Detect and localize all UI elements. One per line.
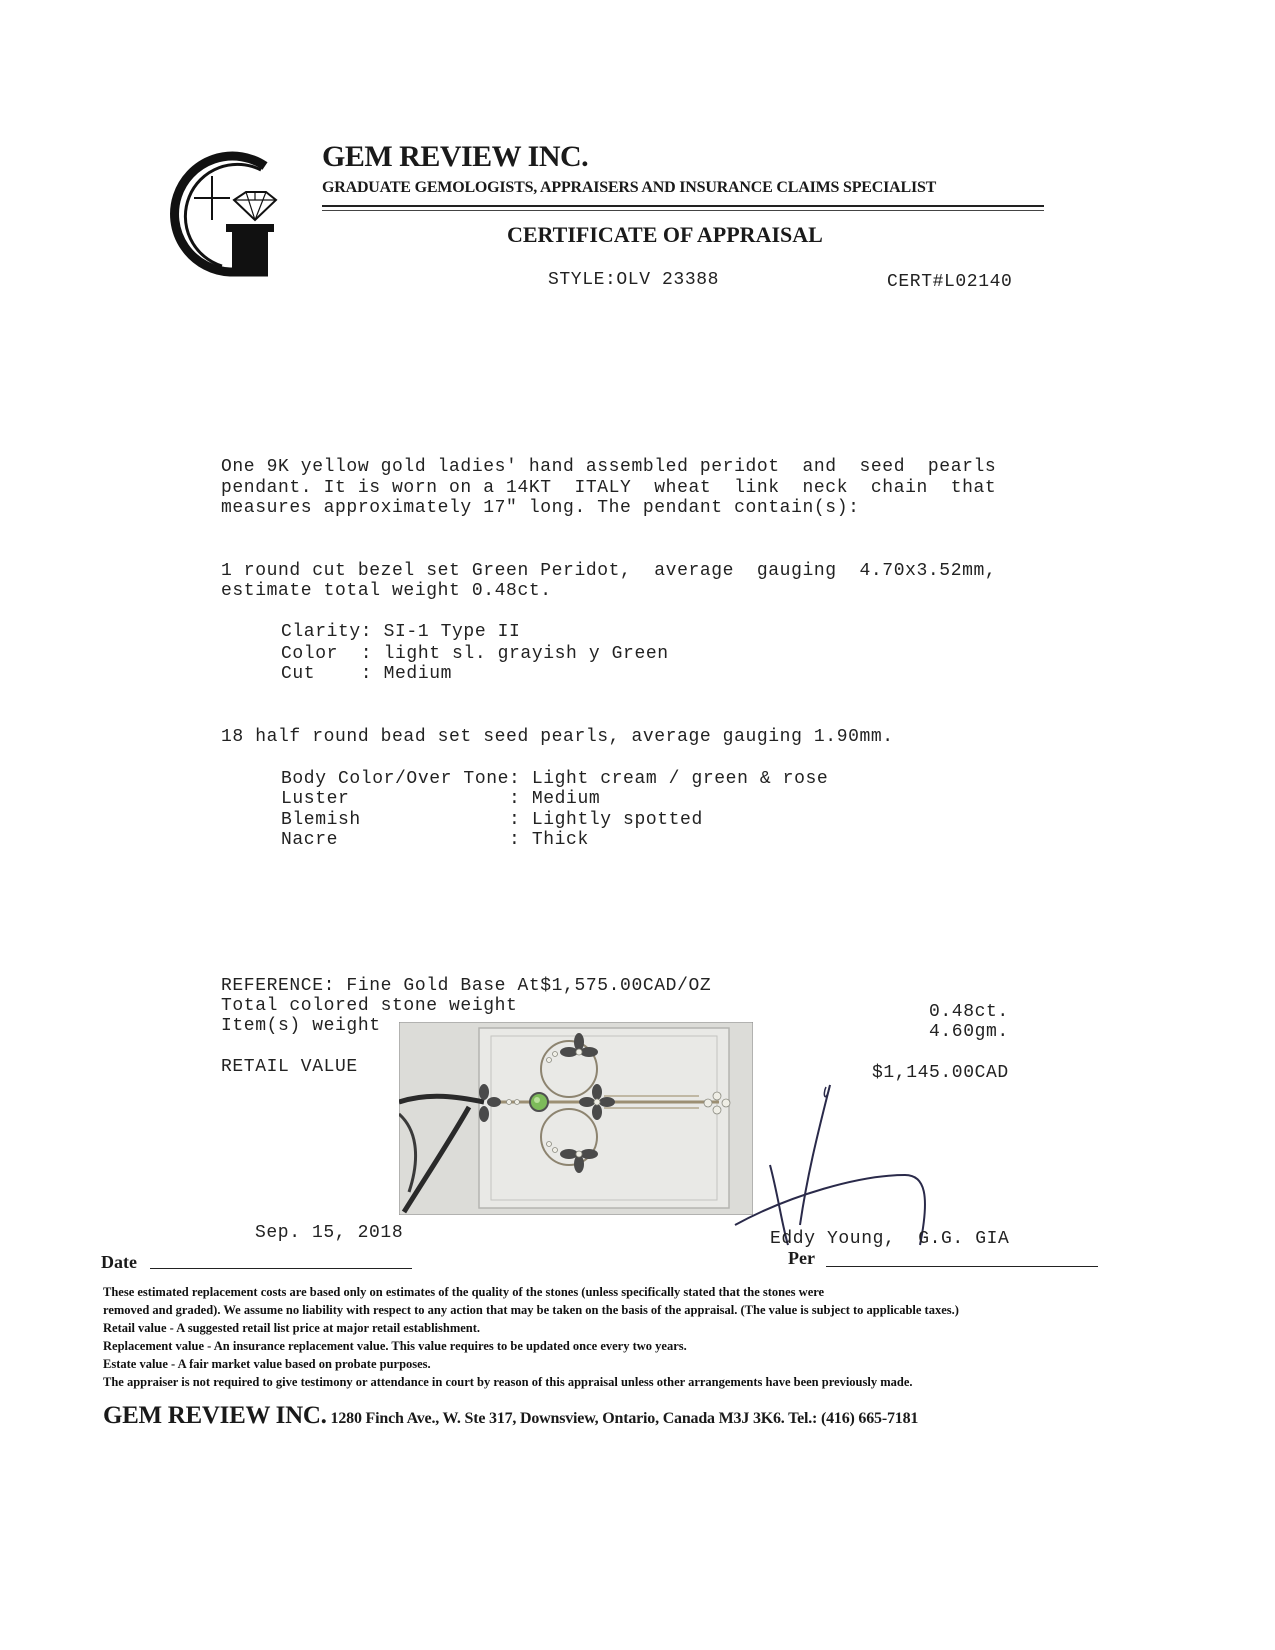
stone-weight-value: 0.48ct. <box>929 1002 1009 1022</box>
item-weight-value: 4.60gm. <box>929 1022 1009 1042</box>
footer-company: GEM REVIEW INC. <box>103 1402 327 1429</box>
header-rule-thin <box>322 210 1044 211</box>
stone-weight-label: Total colored stone weight <box>221 996 518 1016</box>
stone-description: estimate total weight 0.48ct. <box>221 581 552 601</box>
footer <box>103 1402 918 1430</box>
footer-address: 1280 Finch Ave., W. Ste 317, Downsview, Ontario, Canada M3J 3K6. Tel.: (416) 665-7181 <box>330 1410 919 1427</box>
disclaimer-line: These estimated replacement costs are based only on estimates of the quality of the stones (unless specifically stated that the stones were <box>103 1285 825 1299</box>
company-tagline: GRADUATE GEMOLOGISTS, APPRAISERS AND INSURANCE CLAIMS SPECIALIST <box>322 179 937 196</box>
stone-attribute-color: Color : light sl. grayish y Green <box>281 644 669 664</box>
appraisal-date: Sep. 15, 2018 <box>255 1223 404 1243</box>
date-label: Date <box>101 1252 137 1272</box>
pearl-attribute-nacre: Nacre : Thick <box>281 830 589 850</box>
stone-attribute-clarity: Clarity: SI-1 Type II <box>281 622 521 642</box>
disclaimer-line: Estate value - A fair market value based on probate purposes. <box>103 1357 431 1371</box>
appraiser-signature <box>730 1075 990 1250</box>
style-number: STYLE:OLV 23388 <box>548 270 720 290</box>
certificate-number: CERT#L02140 <box>887 272 1013 292</box>
description-line: pendant. It is worn on a 14KT ITALY wheat link neck chain that <box>221 478 997 498</box>
disclaimer-line: removed and graded). We assume no liability with respect to any action that may be taken on the basis of the appraisal. (The value is subject to applicable taxes.) <box>103 1303 959 1317</box>
disclaimer-line: The appraiser is not required to give testimony or attendance in court by reason of this appraisal unless other arrangements have been previously made. <box>103 1375 913 1389</box>
pearl-attribute-body-color: Body Color/Over Tone: Light cream / green & rose <box>281 769 829 789</box>
retail-value-amount: $1,145.00CAD <box>872 1063 1009 1083</box>
appraiser-name: Eddy Young, G.G. GIA <box>770 1229 1010 1249</box>
document-title: CERTIFICATE OF APPRAISAL <box>507 222 823 247</box>
reference-price: REFERENCE: Fine Gold Base At$1,575.00CAD/OZ <box>221 976 712 996</box>
pearls-description: 18 half round bead set seed pearls, average gauging 1.90mm. <box>221 727 894 747</box>
pearl-attribute-luster: Luster : Medium <box>281 789 601 809</box>
disclaimer-line: Replacement value - An insurance replacement value. This value requires to be updated once every two years. <box>103 1339 687 1353</box>
pearl-attribute-blemish: Blemish : Lightly spotted <box>281 810 703 830</box>
company-name: GEM REVIEW INC. <box>322 140 589 173</box>
company-logo <box>160 148 290 278</box>
description-line: One 9K yellow gold ladies' hand assembled peridot and seed pearls <box>221 457 997 477</box>
retail-value-label: RETAIL VALUE <box>221 1057 358 1077</box>
per-line <box>826 1266 1098 1267</box>
per-label: Per <box>788 1248 815 1268</box>
header-rule <box>322 205 1044 207</box>
stone-attribute-cut: Cut : Medium <box>281 664 453 684</box>
disclaimer-line: Retail value - A suggested retail list price at major retail establishment. <box>103 1321 481 1335</box>
description-line: measures approximately 17" long. The pendant contain(s): <box>221 498 860 518</box>
item-weight-label: Item(s) weight <box>221 1016 381 1036</box>
stone-description: 1 round cut bezel set Green Peridot, average gauging 4.70x3.52mm, <box>221 561 997 581</box>
date-line <box>150 1268 412 1269</box>
pendant-photo <box>399 1022 753 1215</box>
